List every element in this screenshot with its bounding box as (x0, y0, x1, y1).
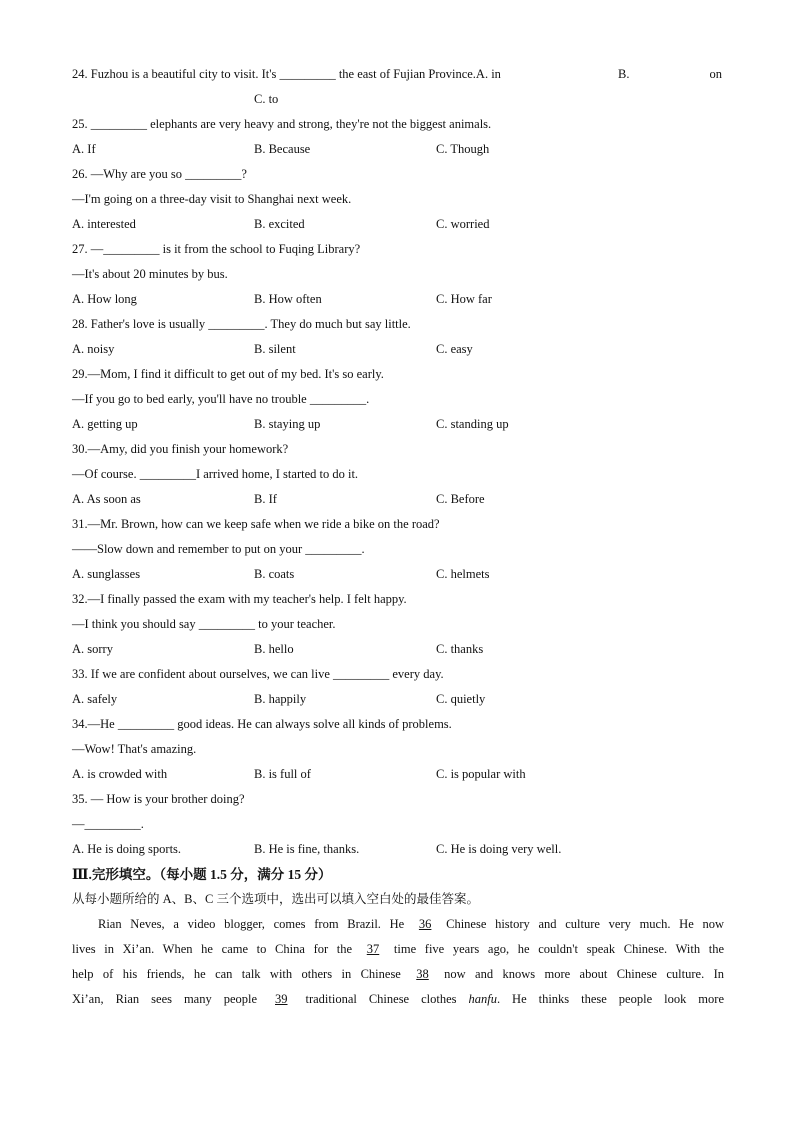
question-29-options (72, 412, 724, 437)
question-26-options (72, 212, 724, 237)
question-33-stem: 33. If we are confident about ourselves, we can live _________ every day. (72, 667, 444, 681)
passage-line-4: Xi’an, Rian sees many people 39 traditional Chinese clothes hanfu. He thinks these people look more (72, 992, 724, 1006)
option-a: A. interested (72, 217, 136, 231)
option-c: C. He is doing very well. (436, 842, 562, 856)
option-a: A. sunglasses (72, 567, 141, 581)
option-b: B. staying up (254, 417, 321, 431)
option-c: C. thanks (436, 642, 484, 656)
option-b: B. is full of (254, 767, 311, 781)
option-a: A. sorry (72, 642, 113, 656)
option-b: B. coats (254, 567, 295, 581)
option-c: C. standing up (436, 417, 509, 431)
exam-page (72, 62, 724, 1012)
option-a: A. getting up (72, 417, 138, 431)
option-a: A. How long (72, 292, 137, 306)
option-c: C. easy (436, 342, 473, 356)
option-b: B. If (254, 492, 277, 506)
question-27-response: —It's about 20 minutes by bus. (72, 267, 228, 281)
question-30-stem: 30.—Amy, did you finish your homework? (72, 442, 289, 456)
question-34-options (72, 762, 724, 787)
blank-39: 39 (275, 992, 288, 1006)
question-26-response: —I'm going on a three-day visit to Shanghai next week. (72, 192, 352, 206)
question-32-options (72, 637, 724, 662)
question-34-response: —Wow! That's amazing. (72, 742, 197, 756)
question-31-response: ——Slow down and remember to put on your _________. (72, 542, 365, 556)
section-title: Ⅲ.完形填空。（每小题 1.5 分，满分 15 分） (72, 867, 332, 882)
option-b: B. excited (254, 217, 305, 231)
question-27-stem: 27. —_________ is it from the school to Fuqing Library? (72, 242, 361, 256)
question-26-stem: 26. —Why are you so _________? (72, 167, 247, 181)
option-a: A. As soon as (72, 492, 141, 506)
question-35-options (72, 837, 724, 862)
option-c: C. helmets (436, 567, 490, 581)
option-a: A. is crowded with (72, 767, 168, 781)
option-c: C. worried (436, 217, 490, 231)
option-c: C. quietly (436, 692, 486, 706)
question-29-response: —If you go to bed early, you'll have no trouble _________. (72, 392, 370, 406)
option-a: A. noisy (72, 342, 115, 356)
question-33-options (72, 687, 724, 712)
option-a: A. safely (72, 692, 118, 706)
option-b: B. silent (254, 342, 296, 356)
question-30-response: —Of course. _________I arrived home, I started to do it. (72, 467, 359, 481)
blank-37: 37 (366, 942, 380, 956)
blank-38: 38 (416, 967, 429, 981)
section-instruction: 从每小题所给的 A、B、C 三个选项中，选出可以填入空白处的最佳答案。 (72, 892, 479, 906)
question-24-option-c: C. to (254, 92, 279, 106)
question-28-options (72, 337, 724, 362)
question-28-stem: 28. Father's love is usually _________. They do much but say little. (72, 317, 411, 331)
question-27-options (72, 287, 724, 312)
question-32-stem: 32.—I finally passed the exam with my teacher's help. I felt happy. (72, 592, 407, 606)
passage-line-3: help of his friends, he can talk with others in Chinese 38 now and knows more about Chinese culture. In (72, 967, 724, 981)
question-30-options (72, 487, 724, 512)
option-a: A. He is doing sports. (72, 842, 182, 856)
question-25-stem: 25. _________ elephants are very heavy and strong, they're not the biggest animals. (72, 117, 492, 131)
question-24-stem: 24. Fuzhou is a beautiful city to visit. It's _________ the east of Fujian Province.A. in B. on (72, 67, 722, 81)
option-a: A. If (72, 142, 96, 156)
question-25-options (72, 137, 724, 162)
option-b: B. happily (254, 692, 307, 706)
passage-line-1: Rian Neves, a video blogger, comes from Brazil. He 36 Chinese history and culture very much. He now (98, 917, 724, 931)
option-b: B. Because (254, 142, 311, 156)
question-34-stem: 34.—He _________ good ideas. He can always solve all kinds of problems. (72, 717, 452, 731)
question-31-options (72, 562, 724, 587)
option-c: C. Though (436, 142, 490, 156)
question-35-stem: 35. — How is your brother doing? (72, 792, 245, 806)
blank-36: 36 (418, 917, 432, 931)
question-32-response: —I think you should say _________ to your teacher. (72, 617, 336, 631)
option-c: C. Before (436, 492, 485, 506)
option-c: C. How far (436, 292, 492, 306)
question-29-stem: 29.—Mom, I find it difficult to get out of my bed. It's so early. (72, 367, 384, 381)
passage-line-2: lives in Xi’an. When he came to China for the 37 time five years ago, he couldn't speak Chinese. With the (72, 942, 724, 956)
question-31-stem: 31.—Mr. Brown, how can we keep safe when we ride a bike on the road? (72, 517, 440, 531)
question-35-response: —_________. (72, 817, 144, 831)
option-c: C. is popular with (436, 767, 526, 781)
option-b: B. He is fine, thanks. (254, 842, 360, 856)
option-b: B. How often (254, 292, 322, 306)
option-b: B. hello (254, 642, 294, 656)
